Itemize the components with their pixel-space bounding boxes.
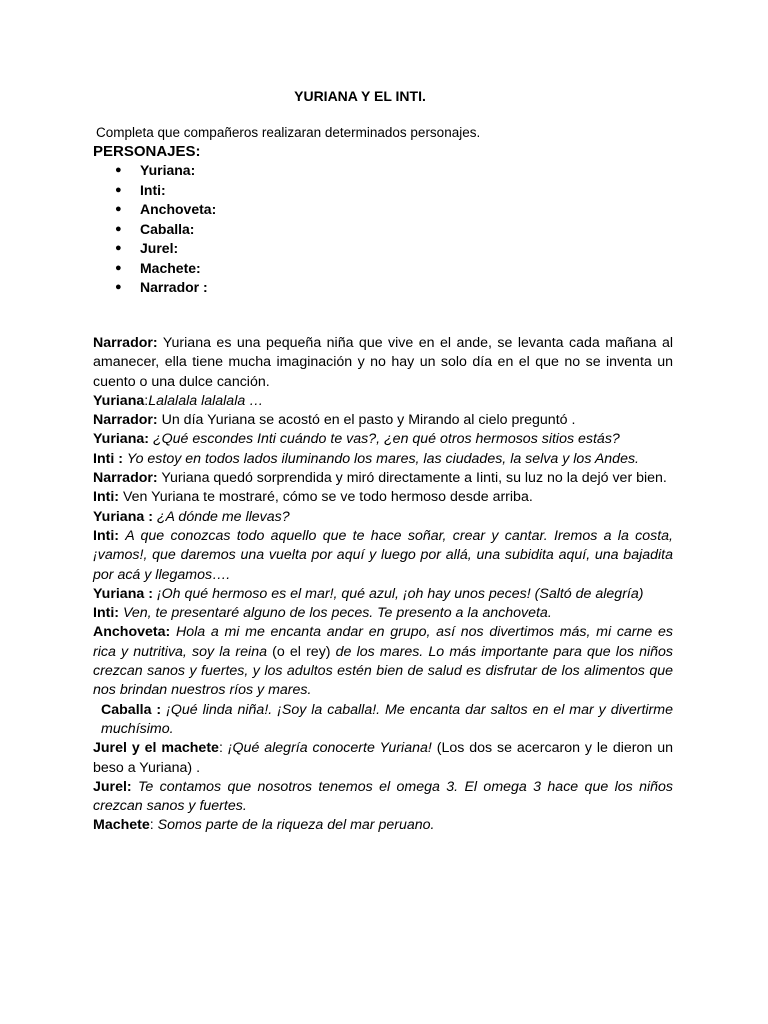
dialogue-line	[93, 527, 673, 585]
character-name: Yuriana:	[140, 162, 196, 178]
speaker-name: Jurel y el machete	[93, 740, 219, 757]
separator: :	[144, 392, 149, 409]
character-item	[0, 181, 216, 201]
document-title: YURIANA Y EL INTI.	[294, 88, 426, 104]
dialogue-text: ¡Oh qué hermoso es el mar!, qué azul, ¡oh hay unos peces! (Saltó de alegría)	[156, 585, 644, 602]
separator: :	[149, 817, 158, 834]
speaker-name: Yuriana :	[93, 585, 153, 602]
dialogue-line	[93, 739, 673, 778]
character-name: Jurel:	[140, 240, 179, 256]
speaker-name: Yuriana :	[93, 508, 153, 525]
character-item	[0, 161, 216, 181]
separator: :	[218, 740, 228, 757]
character-item	[0, 278, 216, 298]
character-name: Caballa:	[140, 220, 195, 237]
dialogue-line	[93, 488, 673, 507]
dialogue-text: Te contamos que nosotros tenemos el omega 3. El omega 3 hace que los niños crezcan sanos y fuertes.	[93, 778, 673, 815]
character-name: Inti:	[140, 181, 166, 198]
dialogue-line	[93, 778, 673, 817]
dialogue-text: Yo estoy en todos lados iluminando los mares, las ciudades, la selva y los Andes.	[126, 450, 639, 467]
speaker-name: Narrador:	[93, 335, 158, 351]
dialogue-line	[93, 604, 673, 623]
dialogue-text: Ven Yuriana te mostraré, cómo se ve todo hermoso desde arriba.	[122, 489, 533, 506]
speaker-name: Machete	[93, 817, 150, 834]
dialogue-text: ¿Qué escondes Inti cuándo te vas?, ¿en qué otros hermosos sitios estás?	[152, 431, 620, 448]
character-name: Narrador :	[140, 279, 208, 295]
speaker-name: Yuriana:	[93, 431, 149, 448]
speaker-name: Narrador:	[93, 412, 158, 429]
bullet-icon: ●	[115, 281, 122, 293]
dialogue-line	[93, 585, 673, 604]
character-name: Anchoveta:	[140, 201, 217, 217]
dialogue-text: ¡Qué alegría conocerte Yuriana!	[227, 740, 432, 757]
dialogue-text: ¿A dónde me llevas?	[156, 508, 290, 525]
character-item	[0, 239, 216, 259]
speaker-name: Caballa :	[101, 701, 162, 718]
dialogue-line	[93, 469, 673, 488]
dialogue-text: ¡Qué linda niña!. ¡Soy la caballa!. Me encanta dar saltos en el mar y divertirme muchísimo.	[101, 701, 673, 737]
speaker-name: Anchoveta:	[93, 624, 171, 641]
dialogue-line	[93, 816, 673, 835]
dialogue-text: Ven, te presentaré alguno de los peces. Te presento a la anchoveta.	[122, 605, 552, 622]
character-item	[0, 200, 216, 220]
speaker-name: Inti:	[93, 527, 119, 544]
dialogue-line	[93, 623, 673, 700]
speaker-name: Inti:	[93, 605, 119, 622]
dialogue-line	[93, 411, 673, 430]
speaker-name: Yuriana	[93, 392, 145, 409]
characters-heading: PERSONAJES:	[93, 143, 201, 160]
bullet-icon: ●	[115, 242, 122, 254]
characters-list	[0, 161, 216, 298]
dialogue-text-plain: (Los dos se acercaron y le dieron un beso a Yuriana) .	[93, 740, 673, 776]
dialogue-line	[93, 430, 673, 449]
dialogue-text: A que conozcas todo aquello que te hace soñar, crear y cantar. Iremos a la costa, ¡vamos!, que daremos una vuelta por aquí y luego por allá, una subidita aquí, una bajadita por acá y llegamos….	[93, 527, 673, 583]
speaker-name: Inti :	[93, 450, 123, 467]
bullet-icon: ●	[115, 164, 122, 176]
bullet-icon: ●	[115, 183, 122, 196]
dialogue-text: Yuriana es una pequeña niña que vive en el ande, se levanta cada mañana al amanecer, ella tiene mucha imaginación y no hay un solo día en el que no se inventa un cuento o una dulce canción.	[93, 335, 673, 390]
speaker-name: Narrador:	[93, 470, 158, 487]
script-body	[93, 334, 673, 836]
dialogue-text: Lalalala lalalala …	[148, 392, 264, 409]
dialogue-text: Un día Yuriana se acostó en el pasto y Mirando al cielo preguntó .	[161, 412, 576, 429]
dialogue-line	[93, 392, 673, 411]
speaker-name: Inti:	[93, 489, 119, 506]
dialogue-text: Somos parte de la riqueza del mar peruano.	[157, 817, 435, 834]
dialogue-text: Hola a mi me encanta andar en grupo, así nos divertimos más, mi carne es rica y nutritiva, soy la reina	[93, 624, 673, 660]
dialogue-text: de los mares. Lo más importante para que los niños crezcan sanos y fuertes, y los adultos estén bien de salud es disfrutar de los alimentos que nos brindan nuestros ríos y mares.	[93, 643, 674, 699]
instruction-text: Completa que compañeros realizaran determinados personajes.	[96, 125, 481, 140]
dialogue-text: Yuriana quedó sorprendida y miró directamente a Iinti, su luz no la dejó ver bien.	[161, 470, 667, 487]
character-name: Machete:	[140, 259, 201, 276]
dialogue-line	[93, 701, 673, 740]
dialogue-line	[93, 334, 673, 392]
dialogue-line	[93, 508, 673, 527]
bullet-icon: ●	[115, 261, 122, 274]
bullet-icon: ●	[115, 222, 122, 235]
character-item	[0, 259, 216, 279]
character-item	[0, 220, 216, 240]
bullet-icon: ●	[115, 203, 122, 215]
dialogue-text-plain: (o el rey)	[266, 643, 336, 660]
dialogue-line	[93, 450, 673, 469]
speaker-name: Jurel:	[93, 778, 132, 795]
